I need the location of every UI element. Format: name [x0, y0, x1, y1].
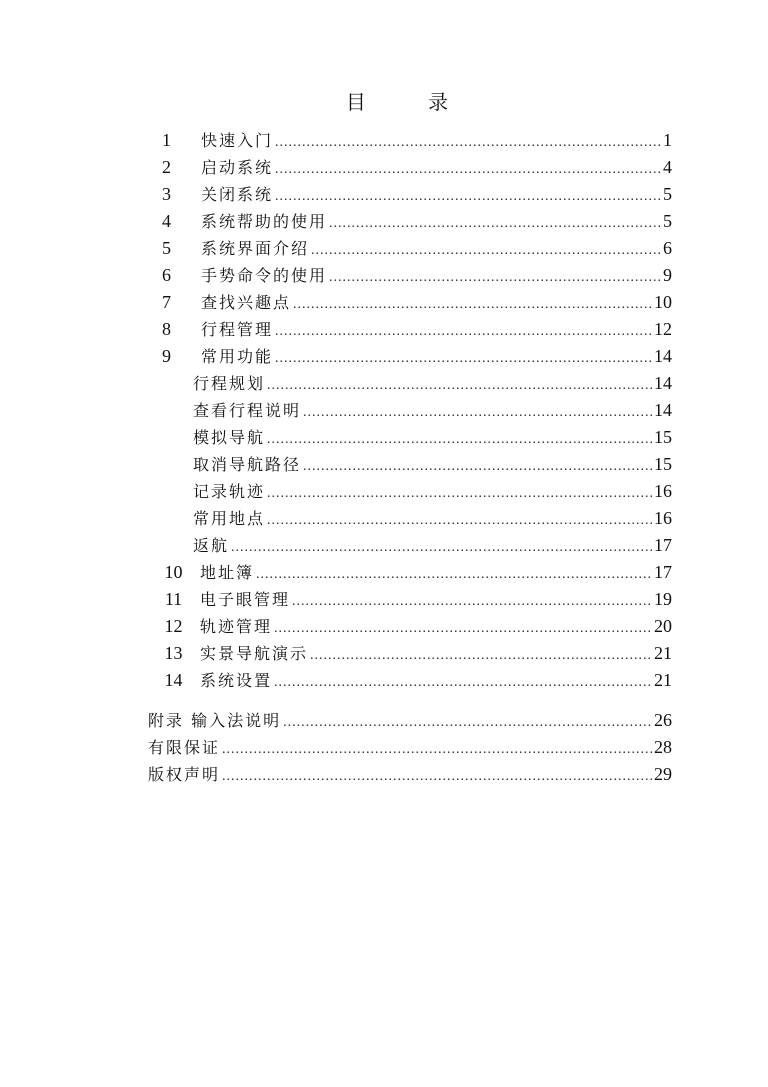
toc-leader-dots	[267, 507, 652, 534]
toc-leader-dots	[275, 345, 652, 372]
toc-subentry[interactable]	[193, 424, 672, 451]
toc-leader-dots	[275, 318, 652, 345]
toc-leader-dots	[283, 709, 652, 736]
toc-subentry[interactable]	[193, 505, 672, 532]
toc-leader-dots	[303, 453, 652, 480]
toc-entry-number: 7	[162, 292, 171, 312]
toc-entry[interactable]	[150, 127, 672, 154]
toc-entry[interactable]	[150, 181, 672, 208]
toc-leader-dots	[310, 642, 652, 669]
toc-leader-dots	[231, 534, 652, 561]
toc-entry-title: 实景导航演示	[200, 644, 309, 663]
toc-entry[interactable]	[157, 613, 672, 640]
toc-entry-title: 返航	[193, 536, 230, 555]
toc-entry-page: 16	[654, 481, 672, 501]
toc-entry[interactable]	[157, 640, 672, 667]
toc-entry-number: 4	[162, 211, 171, 231]
toc-entry-number: 6	[162, 265, 171, 285]
toc-entry-title: 手势命令的使用	[201, 266, 328, 285]
toc-subentry[interactable]	[193, 370, 672, 397]
toc-entry-title: 电子眼管理	[200, 590, 291, 609]
toc-entry-number: 8	[162, 319, 171, 339]
toc-entry-title: 系统界面介绍	[201, 239, 310, 258]
toc-entry-title: 常用地点	[193, 509, 266, 528]
toc-entry-number: 1	[162, 130, 171, 150]
toc-title: 目 录	[345, 90, 477, 114]
toc-leader-dots	[275, 156, 661, 183]
toc-entry-title: 系统帮助的使用	[201, 212, 328, 231]
toc-entry[interactable]	[150, 343, 672, 370]
toc-entry[interactable]	[150, 316, 672, 343]
toc-entry-page: 21	[654, 643, 672, 663]
toc-entry-title: 有限保证	[148, 738, 221, 757]
toc-entry-number: 13	[164, 643, 183, 663]
toc-leader-dots	[267, 372, 652, 399]
toc-entry-page: 20	[654, 616, 672, 636]
toc-entry-number: 12	[164, 616, 183, 636]
toc-entry-page: 6	[663, 238, 672, 258]
toc-entry[interactable]	[150, 208, 672, 235]
toc-entry-number: 9	[162, 346, 171, 366]
toc-entry-page: 14	[654, 346, 672, 366]
toc-leader-dots	[267, 480, 652, 507]
toc-leader-dots	[275, 183, 661, 210]
toc-entry-title: 行程管理	[201, 320, 274, 339]
toc-entry[interactable]	[150, 235, 672, 262]
toc-appendix-entry[interactable]	[148, 761, 672, 788]
toc-entry-title: 附录 输入法说明	[148, 711, 282, 730]
toc-entry-page: 19	[654, 589, 672, 609]
toc-entry-page: 14	[654, 400, 672, 420]
toc-entry-title: 查看行程说明	[193, 401, 302, 420]
toc-leader-dots	[256, 561, 652, 588]
toc-appendix-entry[interactable]	[148, 707, 672, 734]
toc-entry-number: 5	[162, 238, 171, 258]
toc-entry-page: 21	[654, 670, 672, 690]
toc-appendix-entry[interactable]	[148, 734, 672, 761]
toc-leader-dots	[274, 669, 652, 696]
toc-entry[interactable]	[157, 667, 672, 694]
toc-entry-page: 14	[654, 373, 672, 393]
toc-entry-page: 1	[663, 130, 672, 150]
toc-entry-title: 轨迹管理	[200, 617, 273, 636]
toc-subentry[interactable]	[193, 478, 672, 505]
toc-entry[interactable]	[150, 154, 672, 181]
toc-leader-dots	[329, 210, 661, 237]
toc-entry-title: 取消导航路径	[193, 455, 302, 474]
toc-entry[interactable]	[157, 586, 672, 613]
toc-entry-title: 查找兴趣点	[201, 293, 292, 312]
toc-leader-dots	[267, 426, 652, 453]
toc-subentry[interactable]	[193, 532, 672, 559]
toc-entry-number: 2	[162, 157, 171, 177]
toc-entry-page: 10	[654, 292, 672, 312]
toc-entry-page: 5	[663, 184, 672, 204]
toc-entry-page: 4	[663, 157, 672, 177]
toc-leader-dots	[222, 736, 652, 763]
toc-entry-page: 16	[654, 508, 672, 528]
toc-entry-title: 地址簿	[200, 563, 255, 582]
toc-entry[interactable]	[150, 262, 672, 289]
toc-entry-page: 28	[654, 737, 672, 757]
toc-entry-title: 记录轨迹	[193, 482, 266, 501]
toc-entry-page: 12	[654, 319, 672, 339]
toc-subentry[interactable]	[193, 451, 672, 478]
toc-entry-title: 启动系统	[201, 158, 274, 177]
toc-entry-number: 14	[164, 670, 183, 690]
toc-leader-dots	[275, 129, 661, 156]
toc-leader-dots	[274, 615, 652, 642]
toc-leader-dots	[292, 588, 652, 615]
toc-entry-page: 26	[654, 710, 672, 730]
toc-entry-page: 29	[654, 764, 672, 784]
toc-entry-title: 系统设置	[200, 671, 273, 690]
toc-leader-dots	[303, 399, 652, 426]
toc-entry-number: 10	[164, 562, 183, 582]
toc-leader-dots	[293, 291, 652, 318]
toc-entry-title: 快速入门	[201, 131, 274, 150]
toc-leader-dots	[311, 237, 661, 264]
toc-leader-dots	[222, 763, 652, 790]
toc-entry-page: 15	[654, 427, 672, 447]
toc-entry-number: 11	[164, 589, 183, 609]
toc-entry-number: 3	[162, 184, 171, 204]
toc-entry-title: 行程规划	[193, 374, 266, 393]
toc-entry-title: 版权声明	[148, 765, 221, 784]
toc-entry-title: 模拟导航	[193, 428, 266, 447]
toc-entry[interactable]	[150, 289, 672, 316]
toc-subentry[interactable]	[193, 397, 672, 424]
toc-entry[interactable]	[157, 559, 672, 586]
toc-entry-page: 15	[654, 454, 672, 474]
toc-leader-dots	[329, 264, 661, 291]
toc-entry-page: 17	[654, 535, 672, 555]
toc-entry-title: 常用功能	[201, 347, 274, 366]
toc-entry-title: 关闭系统	[201, 185, 274, 204]
toc-entry-page: 9	[663, 265, 672, 285]
toc-entry-page: 5	[663, 211, 672, 231]
toc-entry-page: 17	[654, 562, 672, 582]
